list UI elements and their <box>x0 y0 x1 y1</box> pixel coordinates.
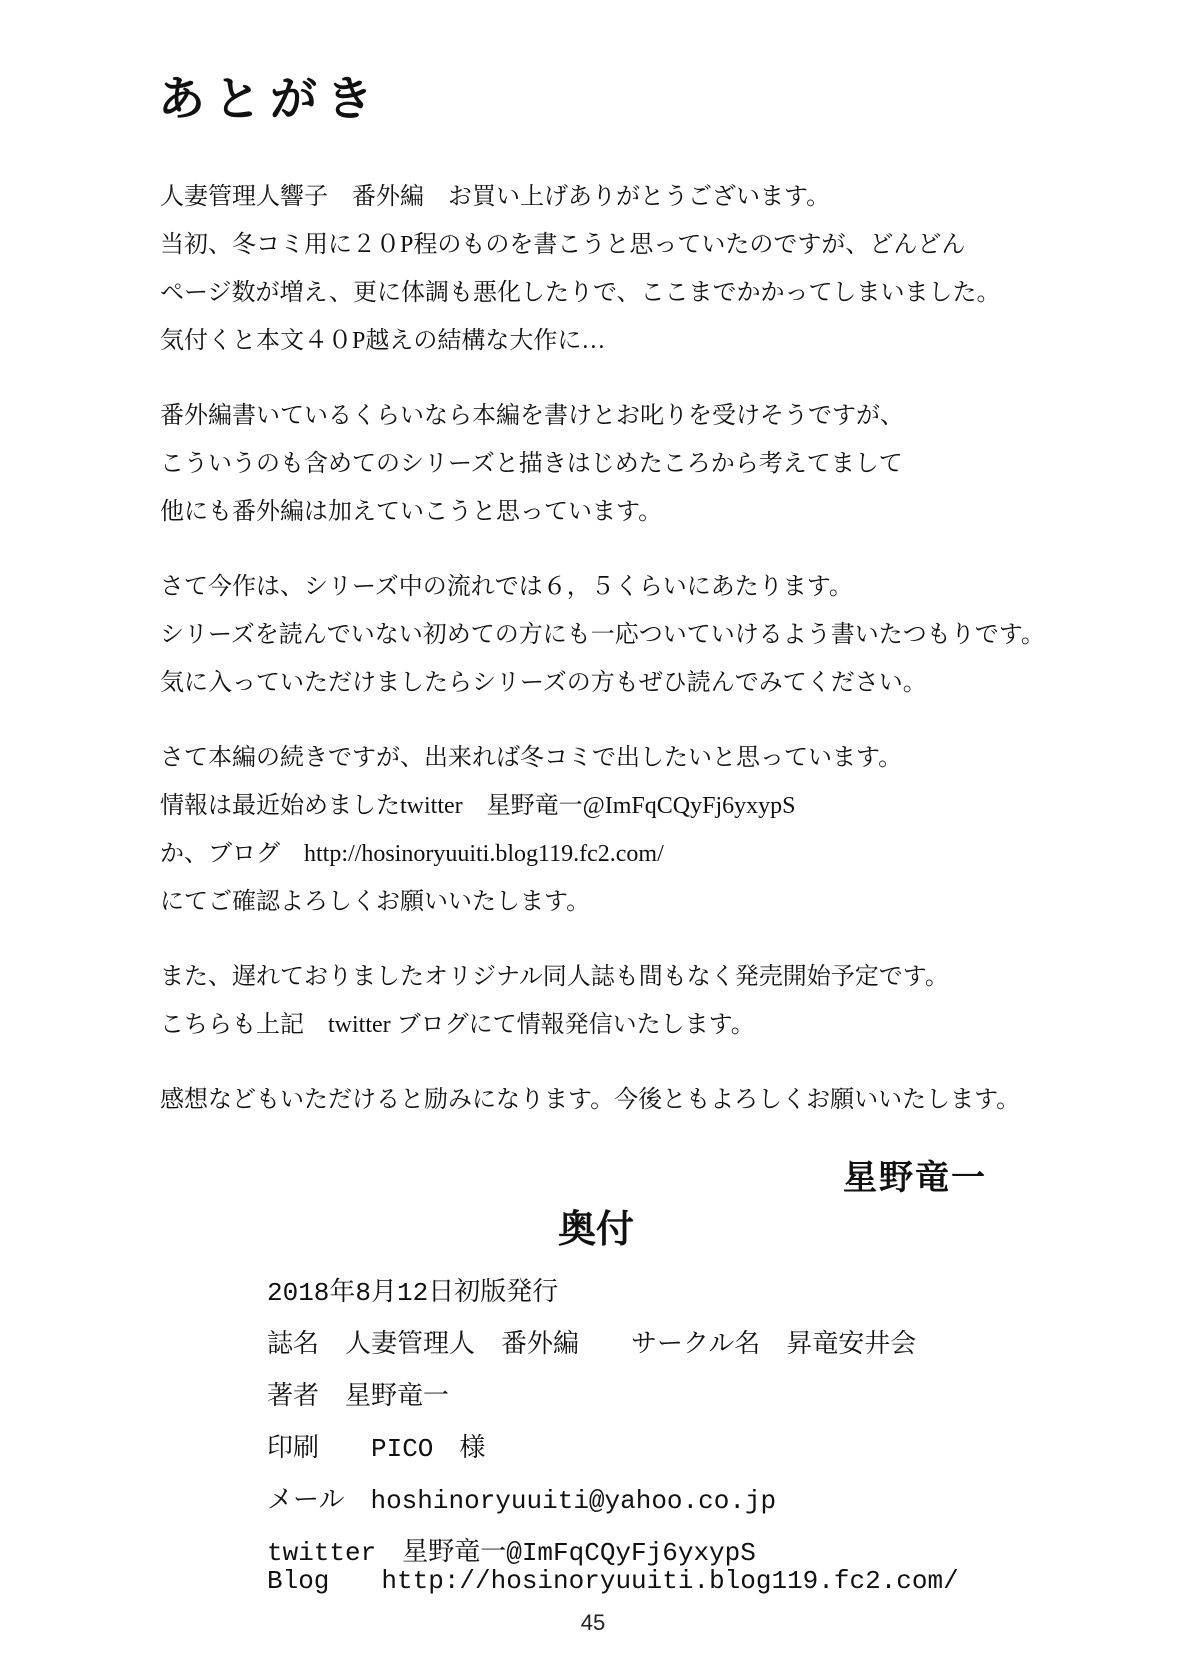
afterword-line: 情報は最近始めましたtwitter 星野竜一@ImFqCQyFj6yxypS <box>160 793 796 819</box>
afterword-line: ページ数が増え、更に体調も悪化したりで、ここまでかかってしまいました。 <box>160 280 1001 306</box>
page-number: 45 <box>580 1610 606 1635</box>
afterword-line: 他にも番外編は加えていこうと思っています。 <box>160 499 663 525</box>
afterword-line: さて本編の続きですが、出来れば冬コミで出したいと思っています。 <box>160 745 903 771</box>
afterword-paragraph <box>160 563 1170 707</box>
afterword-line: 気付くと本文４０P越えの結構な大作に… <box>160 328 606 354</box>
colophon-line-publication-date: 2018年8月12日初版発行 <box>267 1278 559 1308</box>
afterword-line: 感想などもいただけると励みになります。今後ともよろしくお願いいたします。 <box>160 1087 1021 1113</box>
afterword-line: こういうのも含めてのシリーズと描きはじめたころから考えてまして <box>160 451 903 477</box>
afterword-line: 番外編書いているくらいなら本編を書けとお叱りを受けそうですが、 <box>160 403 904 429</box>
afterword-line: にてご確認よろしくお願いいたします。 <box>160 889 591 915</box>
afterword-line: 人妻管理人響子 番外編 お買い上げありがとうございます。 <box>160 184 831 210</box>
colophon <box>267 1279 959 1619</box>
afterword-paragraph <box>160 392 1170 536</box>
afterword-paragraph <box>160 953 1170 1049</box>
afterword-line: こちらも上記 twitter ブログにて情報発信いたします。 <box>160 1012 755 1038</box>
afterword-line: シリーズを読んでいない初めての方にも一応ついていけるよう書いたつもりです。 <box>160 622 1045 648</box>
afterword-line: 当初、冬コミ用に２０P程のものを書こうと思っていたのですが、どんどん <box>160 232 966 258</box>
colophon-line-twitter: twitter 星野竜一@ImFqCQyFj6yxypS <box>267 1538 756 1568</box>
colophon-line-printer: 印刷 PICO 様 <box>267 1434 486 1464</box>
afterword-line: か、ブログ http://hosinoryuuiti.blog119.fc2.com/ <box>160 841 664 867</box>
colophon-line-author: 著者 星野竜一 <box>267 1382 450 1412</box>
page-title: あとがき <box>158 74 382 126</box>
afterword-body <box>160 173 1170 1124</box>
colophon-line-email: メール hoshinoryuuiti@yahoo.co.jp <box>267 1486 777 1516</box>
author-signature: 星野竜一 <box>843 1159 987 1197</box>
afterword-paragraph <box>160 173 1170 365</box>
afterword-line: 気に入っていただけましたらシリーズの方もぜひ読んでみてください。 <box>160 670 927 696</box>
afterword-paragraph <box>160 1076 1170 1124</box>
afterword-line: さて今作は、シリーズ中の流れでは６，５くらいにあたります。 <box>160 574 853 600</box>
afterword-line: また、遅れておりましたオリジナル同人誌も間もなく発売開始予定です。 <box>160 964 949 990</box>
colophon-line-book-title-circle: 誌名 人妻管理人 番外編 サークル名 昇竜安井会 <box>267 1330 917 1360</box>
afterword-paragraph <box>160 734 1170 926</box>
colophon-line-blog: Blog http://hosinoryuuiti.blog119.fc2.com/ <box>267 1566 959 1596</box>
colophon-heading: 奥付 <box>557 1209 634 1251</box>
